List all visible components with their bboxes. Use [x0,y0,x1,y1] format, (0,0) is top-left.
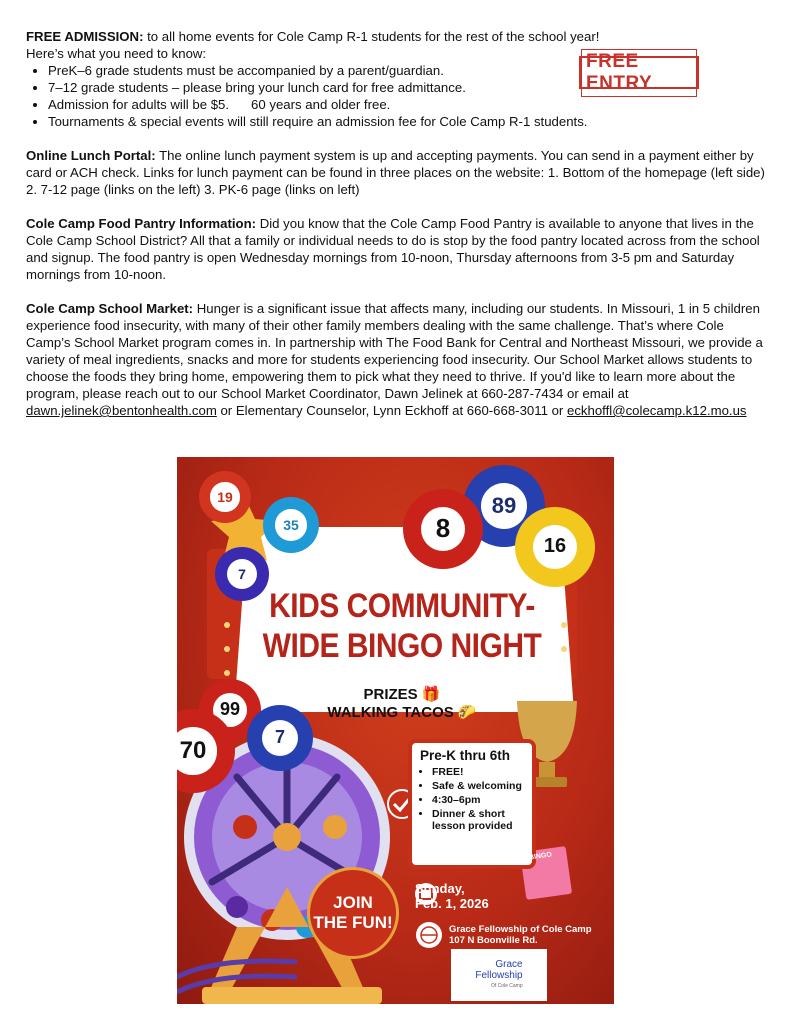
join-line2: THE FUN! [313,913,393,932]
email-link-eckhoff[interactable]: eckhoffl@colecamp.k12.mo.us [566,403,747,418]
admission-text: to all home events for Cole Camp R-1 students for the rest of the school year! [143,29,600,44]
list-item: • Dinner & short lesson provided [432,808,524,832]
bingo-ball: 19 [199,471,251,523]
pantry-paragraph [26,215,768,283]
date-line1: Sunday, [415,881,465,896]
admission-heading: FREE ADMISSION: [26,29,144,44]
bingo-flyer [177,457,614,1004]
bingo-ball: 7 [247,705,313,771]
logo-line1: Grace [495,958,523,970]
bingo-ball: 89 [463,465,545,547]
list-item: • Safe & welcoming [432,780,524,792]
lunch-paragraph [26,147,768,198]
list-item: • 4:30–6pm [432,794,524,806]
market-paragraph [26,300,768,419]
flyer-title [237,586,567,667]
market-text-mid: or Elementary Counselor, Lynn Eckhoff at 660-668-3011 or [216,403,567,418]
church-address: 107 N Boonville Rd. [449,935,538,946]
bingo-ball: 7 [215,547,269,601]
church-name: Grace Fellowship of Cole Camp [449,924,592,935]
lunch-text: The online lunch payment system is up and accepting payments. You can send in a payment either by card or ACH check. Links for lunch payment can be found in three places on the website: 1. Bottom of the homepage (left side) 2. 7-12 page (links on the left) 3. PK-6 page (links on left) [26,148,765,197]
pantry-heading: Cole Camp Food Pantry Information: [26,216,257,231]
join-the-fun-badge [307,867,399,959]
email-link-jelinek[interactable]: dawn.jelinek@bentonhealth.com [26,403,217,418]
date-line2: Feb. 1, 2026 [415,896,489,911]
logo-line2: Fellowship [475,969,523,981]
list-item: • Admission for adults will be $5. 60 years and older free. [48,96,768,113]
bingo-ball: 16 [515,507,595,587]
badge-label: FREE ENTRY [581,49,697,97]
flyer-title-line2: WIDE BINGO NIGHT [262,627,542,666]
list-item: • FREE! [432,766,524,778]
flyer-date [415,881,489,911]
free-entry-badge [579,50,699,94]
flyer-tacos: WALKING TACOS 🌮 [327,704,477,721]
flyer-grades: Pre-K thru 6th [420,748,511,763]
lunch-heading: Online Lunch Portal: [26,148,156,163]
admission-intro: Here’s what you need to know: [26,46,207,61]
flyer-details [420,766,524,832]
grace-fellowship-logo [451,949,547,1001]
list-item: • 7–12 grade students – please bring your lunch card for free admittance. [48,79,768,96]
pantry-text: Did you know that the Cole Camp Food Pantry is available to anyone that lives in the Cole Camp School District? All that a family or individual needs to do is stop by the food pantry located across from the school and signup. The food pantry is open Wednesday mornings from 10-noon, Thursday afternoons from 3-5 pm and Saturday mornings from 10-noon. [26,216,760,282]
bingo-ball: 8 [403,489,483,569]
flyer-info-box [408,739,536,869]
market-text: Hunger is a significant issue that affects many, including our students. In Missouri, 1 in 5 children experience food insecurity, with many of their other family members dealing with the same challenge. That’s where Cole Camp’s School Market program comes in. In partnership with The Food Bank for Central and Northeast Missouri, we provide a variety of meal ingredients, snacks and more for students experiencing food insecurity. Our School Market allows students to choose the foods they bring home, empowering them to pick what they need to thrive. If you'd like to learn more about the program, please reach out to our School Market Coordinator, Dawn Jelinek at 660-287-7434 or email at [26,301,763,401]
bingo-ball: 35 [263,497,319,553]
join-line1: JOIN [333,893,373,912]
flyer-location [449,924,592,946]
market-heading: Cole Camp School Market: [26,301,194,316]
list-item: • PreK–6 grade students must be accompanied by a parent/guardian. [48,62,768,79]
list-item: • Tournaments & special events will still require an admission fee for Cole Camp R-1 students. [48,113,768,130]
flyer-prizes: PRIZES 🎁 [363,686,441,703]
logo-line3: Of Cole Camp [490,982,523,989]
bingo-ball: 70 [177,709,235,793]
flyer-title-line1: KIDS COMMUNITY- [269,586,535,625]
bingo-card-label: BINGO [528,851,553,862]
bingo-ball: 99 [199,679,261,741]
